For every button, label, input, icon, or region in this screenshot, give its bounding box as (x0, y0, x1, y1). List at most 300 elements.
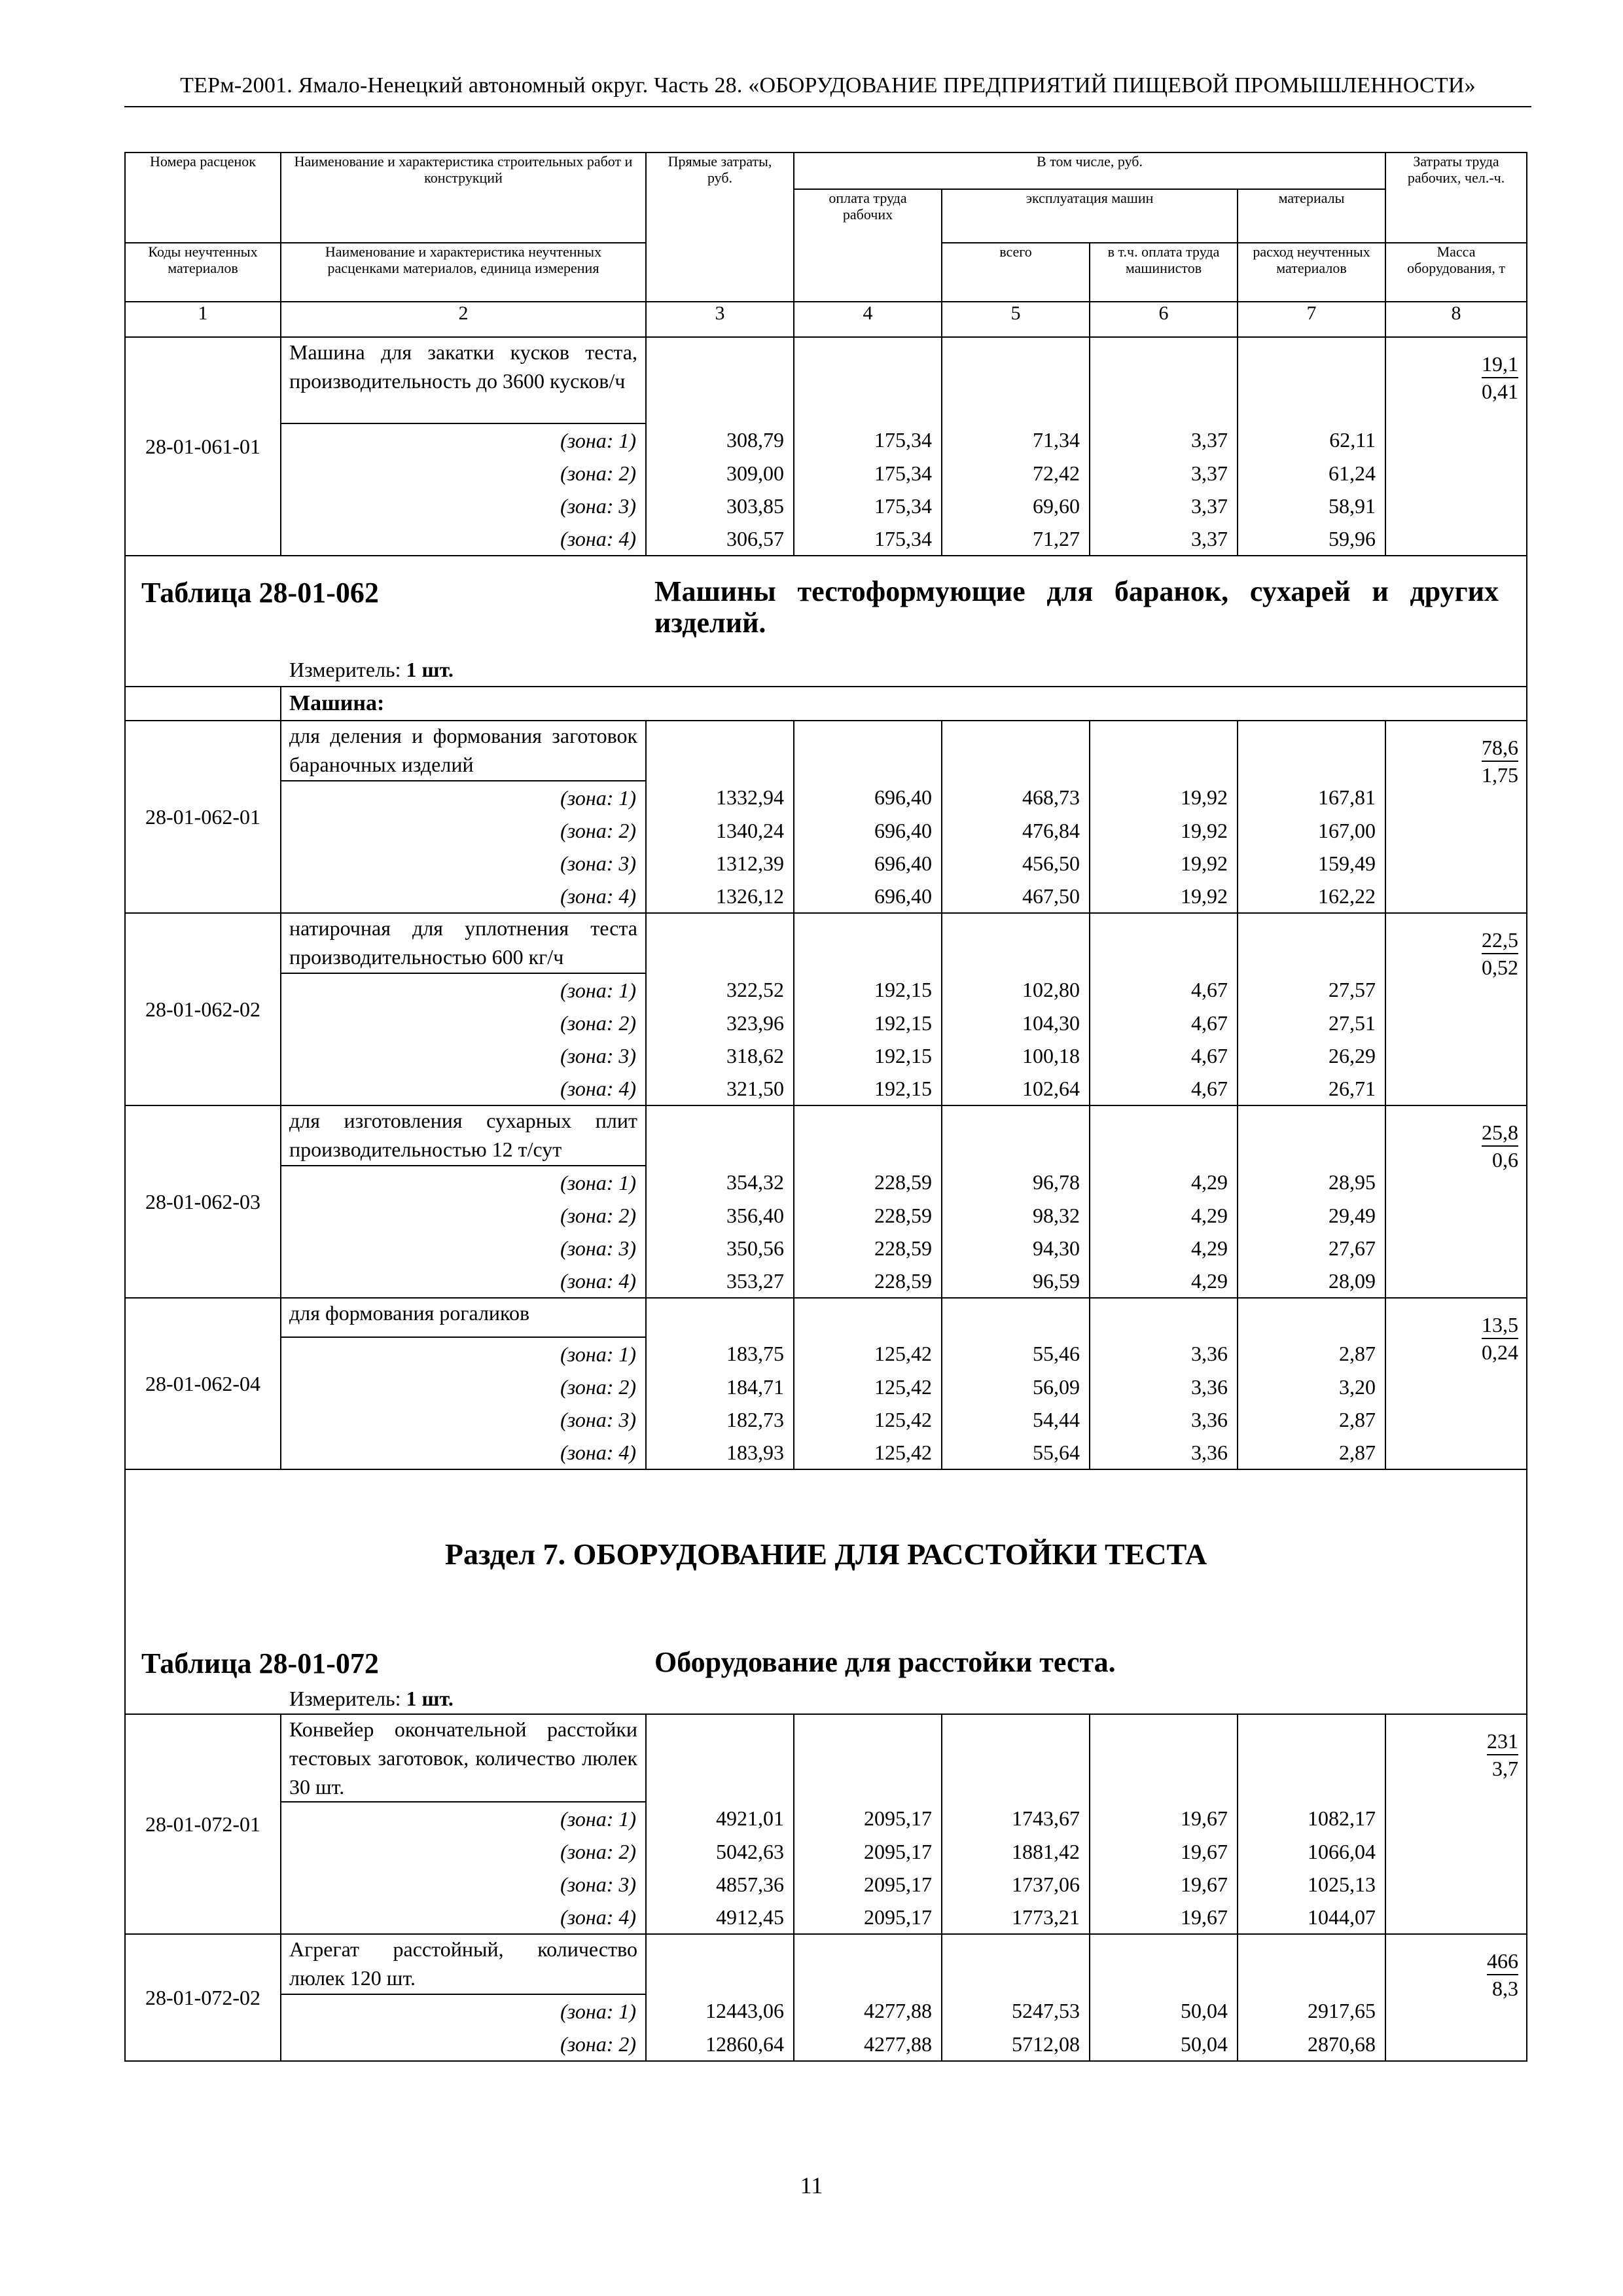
zone-value: 28,09 (1238, 1265, 1385, 1298)
col-rashod: расход неучтенных материалов (1238, 243, 1385, 302)
zone-value: 4,67 (1090, 1039, 1238, 1072)
empty-cell (794, 337, 942, 423)
rate-code: 28-01-062-04 (125, 1298, 281, 1469)
zone-value: 27,51 (1238, 1007, 1385, 1039)
zone-value: 1326,12 (646, 880, 794, 913)
zone-value: 26,71 (1238, 1072, 1385, 1105)
zone-row (125, 1802, 1527, 1835)
zone-value: 56,09 (942, 1371, 1090, 1403)
zone-value: 2095,17 (794, 1868, 942, 1901)
labor-value: 25,8 (1482, 1119, 1518, 1147)
zone-value: 167,81 (1238, 781, 1385, 814)
mass-value: 0,52 (1482, 956, 1519, 979)
zone-value: 175,34 (794, 522, 942, 556)
zone-label: (зона: 2) (281, 1007, 646, 1039)
empty-cell (646, 913, 794, 973)
rate-name: Конвейер окончательной расстойки тестовых заготовок, количество люлек 30 шт. (281, 1714, 646, 1802)
rate-code: 28-01-072-02 (125, 1934, 281, 2061)
zone-label: (зона: 3) (281, 847, 646, 880)
labor-value: 231 (1487, 1728, 1518, 1755)
zone-value: 59,96 (1238, 522, 1385, 556)
empty-cell (1090, 721, 1238, 781)
zone-value: 184,71 (646, 1371, 794, 1403)
zone-value: 2095,17 (794, 1901, 942, 1934)
zone-value: 467,50 (942, 880, 1090, 913)
mass-value: 3,7 (1492, 1757, 1519, 1780)
zone-value: 50,04 (1090, 1994, 1238, 2028)
zone-value: 4921,01 (646, 1802, 794, 1835)
zone-value: 100,18 (942, 1039, 1090, 1072)
zone-value: 318,62 (646, 1039, 794, 1072)
labor-mass-cell (1385, 913, 1527, 1105)
labor-mass-cell (1385, 1714, 1527, 1934)
empty-cell (646, 1714, 794, 1802)
zone-value: 2,87 (1238, 1337, 1385, 1371)
empty-cell (794, 1714, 942, 1802)
rate-row (125, 721, 1527, 781)
rate-name: натирочная для уплотнения теста производительностью 600 кг/ч (281, 913, 646, 973)
col-number: 7 (1238, 302, 1385, 337)
zone-label: (зона: 2) (281, 457, 646, 490)
zone-value: 3,37 (1090, 490, 1238, 522)
zone-value: 696,40 (794, 847, 942, 880)
zone-row (125, 1039, 1527, 1072)
zone-value: 228,59 (794, 1265, 942, 1298)
zone-value: 26,29 (1238, 1039, 1385, 1072)
zone-value: 3,37 (1090, 457, 1238, 490)
zone-value: 55,46 (942, 1337, 1090, 1371)
col-naimen: Наименование и характеристика строительных работ и конструкций (281, 152, 646, 243)
zone-value: 4857,36 (646, 1868, 794, 1901)
rate-name: Машина для закатки кусков теста, производительность до 3600 кусков/ч (281, 337, 646, 423)
zone-value: 1312,39 (646, 847, 794, 880)
labor-value: 466 (1487, 1948, 1518, 1975)
zone-row (125, 1166, 1527, 1199)
empty-cell (1090, 1298, 1238, 1337)
labor-mass-fraction (1482, 1312, 1518, 1365)
col-in-total: В том числе, руб. (794, 152, 1385, 189)
labor-value: 22,5 (1482, 927, 1518, 954)
zone-value: 102,64 (942, 1072, 1090, 1105)
zone-value: 94,30 (942, 1232, 1090, 1265)
zone-value: 102,80 (942, 973, 1090, 1007)
empty-cell (942, 721, 1090, 781)
zone-row (125, 490, 1527, 522)
zone-value: 192,15 (794, 1072, 942, 1105)
empty-cell (646, 1105, 794, 1166)
empty-cell (942, 1105, 1090, 1166)
labor-value: 13,5 (1482, 1312, 1518, 1339)
zone-value: 4277,88 (794, 2028, 942, 2061)
zone-value: 55,64 (942, 1436, 1090, 1469)
zone-value: 696,40 (794, 781, 942, 814)
zone-label: (зона: 2) (281, 814, 646, 847)
zone-row (125, 457, 1527, 490)
mass-value: 0,41 (1482, 380, 1519, 403)
col-number: 3 (646, 302, 794, 337)
empty-cell (942, 1298, 1090, 1337)
zone-value: 2,87 (1238, 1403, 1385, 1436)
zone-value: 69,60 (942, 490, 1090, 522)
empty-cell (1238, 1934, 1385, 1994)
section-row (125, 1469, 1527, 1714)
zone-value: 322,52 (646, 973, 794, 1007)
empty-cell (1238, 337, 1385, 423)
zone-value: 5247,53 (942, 1994, 1090, 2028)
zone-value: 183,75 (646, 1337, 794, 1371)
zone-value: 696,40 (794, 814, 942, 847)
zone-value: 321,50 (646, 1072, 794, 1105)
empty-cell (1238, 1105, 1385, 1166)
zone-value: 98,32 (942, 1199, 1090, 1232)
zone-label: (зона: 2) (281, 1199, 646, 1232)
table-description: Оборудование для расстойки теста. (654, 1646, 1116, 1678)
zone-value: 183,93 (646, 1436, 794, 1469)
rates-table (124, 152, 1527, 2062)
zone-value: 167,00 (1238, 814, 1385, 847)
zone-label: (зона: 3) (281, 1868, 646, 1901)
zone-value: 175,34 (794, 490, 942, 522)
empty-cell (646, 337, 794, 423)
zone-label: (зона: 4) (281, 1265, 646, 1298)
zone-row (125, 781, 1527, 814)
zone-label: (зона: 1) (281, 781, 646, 814)
rate-name: для изготовления сухарных плит производительностью 12 т/сут (281, 1105, 646, 1166)
col-nomer: Номера расценок (125, 152, 281, 243)
group-row (125, 687, 1527, 721)
empty-cell (1090, 1934, 1238, 1994)
zone-value: 125,42 (794, 1337, 942, 1371)
empty-cell (942, 1714, 1090, 1802)
rate-code: 28-01-062-02 (125, 913, 281, 1105)
zone-row (125, 1868, 1527, 1901)
col-number: 2 (281, 302, 646, 337)
empty-cell (794, 913, 942, 973)
zone-row (125, 847, 1527, 880)
empty-cell (794, 1298, 942, 1337)
empty-cell (125, 687, 281, 721)
zone-value: 1881,42 (942, 1835, 1090, 1868)
zone-label: (зона: 3) (281, 1403, 646, 1436)
zone-value: 1082,17 (1238, 1802, 1385, 1835)
zone-value: 19,67 (1090, 1802, 1238, 1835)
col-massa: Масса оборудования, т (1385, 243, 1527, 302)
col-naimen2: Наименование и характеристика неучтенных расценками материалов, единица измерения (281, 243, 646, 302)
zone-row (125, 1436, 1527, 1469)
zone-value: 50,04 (1090, 2028, 1238, 2061)
zone-value: 175,34 (794, 423, 942, 457)
zone-row (125, 973, 1527, 1007)
zone-value: 696,40 (794, 880, 942, 913)
empty-cell (942, 1934, 1090, 1994)
rate-row (125, 1934, 1527, 1994)
zone-value: 3,37 (1090, 522, 1238, 556)
mass-value: 0,24 (1482, 1340, 1519, 1364)
zone-label: (зона: 4) (281, 1901, 646, 1934)
zone-value: 27,67 (1238, 1232, 1385, 1265)
table-title: Таблица 28-01-062 (141, 577, 379, 609)
zone-value: 29,49 (1238, 1199, 1385, 1232)
rate-row (125, 337, 1527, 423)
zone-value: 1025,13 (1238, 1868, 1385, 1901)
empty-cell (646, 721, 794, 781)
zone-row (125, 1199, 1527, 1232)
zone-label: (зона: 4) (281, 522, 646, 556)
zone-value: 4,67 (1090, 1072, 1238, 1105)
col-kody: Коды неучтенных материалов (125, 243, 281, 302)
empty-cell (942, 913, 1090, 973)
zone-value: 71,27 (942, 522, 1090, 556)
rate-name: для формования рогаликов (281, 1298, 646, 1337)
zone-value: 125,42 (794, 1436, 942, 1469)
zone-value: 309,00 (646, 457, 794, 490)
zone-value: 159,49 (1238, 847, 1385, 880)
empty-cell (646, 1298, 794, 1337)
zone-label: (зона: 1) (281, 973, 646, 1007)
zone-value: 3,36 (1090, 1403, 1238, 1436)
header-rule (124, 106, 1531, 107)
empty-cell (794, 1934, 942, 1994)
zone-label: (зона: 4) (281, 880, 646, 913)
zone-label: (зона: 1) (281, 1994, 646, 2028)
zone-label: (зона: 4) (281, 1072, 646, 1105)
zone-label: (зона: 1) (281, 1802, 646, 1835)
zone-row (125, 522, 1527, 556)
zone-value: 468,73 (942, 781, 1090, 814)
labor-mass-cell (1385, 721, 1527, 913)
labor-mass-fraction (1487, 1728, 1518, 1782)
rate-row (125, 1714, 1527, 1802)
zone-row (125, 814, 1527, 847)
zone-value: 3,36 (1090, 1436, 1238, 1469)
zone-value: 19,92 (1090, 880, 1238, 913)
zone-value: 27,57 (1238, 973, 1385, 1007)
zone-value: 350,56 (646, 1232, 794, 1265)
zone-value: 2095,17 (794, 1835, 942, 1868)
zone-label: (зона: 1) (281, 423, 646, 457)
col-vtch: в т.ч. оплата труда машинистов (1090, 243, 1238, 302)
measure-value: 1 шт. (406, 1687, 454, 1710)
zone-row (125, 1232, 1527, 1265)
zone-label: (зона: 3) (281, 1039, 646, 1072)
zone-value: 1743,67 (942, 1802, 1090, 1835)
labor-value: 19,1 (1482, 351, 1518, 378)
zone-row (125, 1994, 1527, 2028)
zone-value: 308,79 (646, 423, 794, 457)
measure-label: Измеритель: (289, 658, 401, 681)
zone-value: 2870,68 (1238, 2028, 1385, 2061)
labor-value: 78,6 (1482, 734, 1518, 762)
col-zatraty: Затраты труда рабочих, чел.-ч. (1385, 152, 1527, 243)
measure-label: Измеритель: (289, 1687, 401, 1710)
labor-mass-fraction (1482, 1119, 1518, 1173)
zone-value: 104,30 (942, 1007, 1090, 1039)
zone-row (125, 1835, 1527, 1868)
col-ekspl: эксплуатация машин (942, 189, 1238, 243)
empty-cell (1090, 1714, 1238, 1802)
zone-value: 4,67 (1090, 973, 1238, 1007)
zone-value: 4,29 (1090, 1232, 1238, 1265)
zone-value: 162,22 (1238, 880, 1385, 913)
zone-value: 19,67 (1090, 1901, 1238, 1934)
mass-value: 8,3 (1492, 1977, 1519, 2000)
rate-row (125, 913, 1527, 973)
zone-value: 354,32 (646, 1166, 794, 1199)
zone-value: 2095,17 (794, 1802, 942, 1835)
rate-code: 28-01-062-03 (125, 1105, 281, 1298)
empty-cell (1238, 913, 1385, 973)
zone-value: 2,87 (1238, 1436, 1385, 1469)
zone-value: 19,67 (1090, 1868, 1238, 1901)
labor-mass-fraction (1482, 927, 1518, 980)
measure (289, 1687, 454, 1711)
zone-value: 62,11 (1238, 423, 1385, 457)
empty-cell (942, 337, 1090, 423)
zone-row (125, 1265, 1527, 1298)
zone-value: 1340,24 (646, 814, 794, 847)
col-materialy: материалы (1238, 189, 1385, 243)
labor-mass-cell (1385, 337, 1527, 556)
zone-value: 1737,06 (942, 1868, 1090, 1901)
zone-value: 1773,21 (942, 1901, 1090, 1934)
zone-label: (зона: 2) (281, 1835, 646, 1868)
zone-value: 54,44 (942, 1403, 1090, 1436)
empty-cell (794, 721, 942, 781)
zone-value: 12860,64 (646, 2028, 794, 2061)
labor-mass-cell (1385, 1298, 1527, 1469)
zone-value: 1066,04 (1238, 1835, 1385, 1868)
empty-cell (1238, 1298, 1385, 1337)
zone-value: 4,29 (1090, 1166, 1238, 1199)
zone-value: 5712,08 (942, 2028, 1090, 2061)
zone-value: 476,84 (942, 814, 1090, 847)
zone-value: 356,40 (646, 1199, 794, 1232)
rate-code: 28-01-072-01 (125, 1714, 281, 1934)
zone-label: (зона: 1) (281, 1166, 646, 1199)
zone-value: 1332,94 (646, 781, 794, 814)
zone-value: 28,95 (1238, 1166, 1385, 1199)
zone-value: 2917,65 (1238, 1994, 1385, 2028)
zone-value: 3,36 (1090, 1371, 1238, 1403)
mass-value: 1,75 (1482, 763, 1519, 787)
measure (289, 658, 454, 682)
zone-label: (зона: 2) (281, 2028, 646, 2061)
zone-value: 96,59 (942, 1265, 1090, 1298)
empty-cell (1090, 1105, 1238, 1166)
zone-value: 19,67 (1090, 1835, 1238, 1868)
zone-value: 192,15 (794, 973, 942, 1007)
zone-row (125, 423, 1527, 457)
empty-cell (1238, 1714, 1385, 1802)
rate-name: для деления и формования заготовок бараночных изделий (281, 721, 646, 781)
col-pryamye: Прямые затраты, руб. (646, 152, 794, 302)
empty-cell (646, 1934, 794, 1994)
table-description: Машины тестоформующие для баранок, сухарей и других изделий. (654, 575, 1499, 639)
empty-cell (1090, 337, 1238, 423)
zone-value: 5042,63 (646, 1835, 794, 1868)
column-numbers-row (125, 302, 1527, 337)
zone-label: (зона: 3) (281, 1232, 646, 1265)
zone-value: 228,59 (794, 1166, 942, 1199)
table-title-row (125, 556, 1527, 687)
zone-value: 353,27 (646, 1265, 794, 1298)
zone-value: 175,34 (794, 457, 942, 490)
zone-value: 4,67 (1090, 1007, 1238, 1039)
zone-row (125, 1403, 1527, 1436)
zone-value: 3,36 (1090, 1337, 1238, 1371)
table-title-cell (125, 556, 1527, 687)
zone-value: 19,92 (1090, 814, 1238, 847)
col-oplata: оплата труда рабочих (794, 189, 942, 302)
zone-value: 61,24 (1238, 457, 1385, 490)
zone-value: 3,20 (1238, 1371, 1385, 1403)
col-number: 4 (794, 302, 942, 337)
empty-cell (794, 1105, 942, 1166)
table-title: Таблица 28-01-072 (141, 1647, 379, 1679)
rate-code: 28-01-062-01 (125, 721, 281, 913)
labor-mass-fraction (1482, 351, 1518, 404)
rate-name: Агрегат расстойный, количество люлек 120 шт. (281, 1934, 646, 1994)
zone-row (125, 880, 1527, 913)
zone-value: 3,37 (1090, 423, 1238, 457)
zone-value: 4,29 (1090, 1199, 1238, 1232)
measure-value: 1 шт. (406, 658, 454, 681)
zone-row (125, 1337, 1527, 1371)
zone-row (125, 2028, 1527, 2061)
zone-value: 19,92 (1090, 781, 1238, 814)
zone-value: 58,91 (1238, 490, 1385, 522)
zone-value: 4912,45 (646, 1901, 794, 1934)
zone-value: 12443,06 (646, 1994, 794, 2028)
zone-value: 1044,07 (1238, 1901, 1385, 1934)
zone-label: (зона: 4) (281, 1436, 646, 1469)
zone-value: 456,50 (942, 847, 1090, 880)
zone-value: 182,73 (646, 1403, 794, 1436)
zone-row (125, 1371, 1527, 1403)
page-number: 11 (800, 2172, 823, 2198)
zone-label: (зона: 1) (281, 1337, 646, 1371)
rate-row (125, 1298, 1527, 1337)
group-label: Машина: (281, 687, 1527, 721)
labor-mass-cell (1385, 1934, 1527, 2061)
section-cell (125, 1469, 1527, 1714)
zone-value: 125,42 (794, 1371, 942, 1403)
labor-mass-fraction (1487, 1948, 1518, 2001)
zone-value: 306,57 (646, 522, 794, 556)
rate-code: 28-01-061-01 (125, 337, 281, 556)
zone-value: 192,15 (794, 1039, 942, 1072)
labor-mass-cell (1385, 1105, 1527, 1298)
zone-value: 125,42 (794, 1403, 942, 1436)
col-number: 6 (1090, 302, 1238, 337)
zone-label: (зона: 2) (281, 1371, 646, 1403)
mass-value: 0,6 (1492, 1148, 1519, 1172)
section-title: Раздел 7. ОБОРУДОВАНИЕ ДЛЯ РАССТОЙКИ ТЕСТА (444, 1537, 1207, 1571)
zone-label: (зона: 3) (281, 490, 646, 522)
col-number: 8 (1385, 302, 1527, 337)
zone-value: 71,34 (942, 423, 1090, 457)
col-number: 5 (942, 302, 1090, 337)
zone-value: 19,92 (1090, 847, 1238, 880)
rate-row (125, 1105, 1527, 1166)
page-header: ТЕРм-2001. Ямало-Ненецкий автономный округ. Часть 28. «ОБОРУДОВАНИЕ ПРЕДПРИЯТИЙ ПИЩЕВОЙ ПРОМЫШЛЕННОСТИ» (180, 73, 1476, 98)
empty-cell (1090, 913, 1238, 973)
zone-value: 4,29 (1090, 1265, 1238, 1298)
empty-cell (1238, 721, 1385, 781)
col-vsego: всего (942, 243, 1090, 302)
zone-row (125, 1072, 1527, 1105)
zone-value: 228,59 (794, 1232, 942, 1265)
